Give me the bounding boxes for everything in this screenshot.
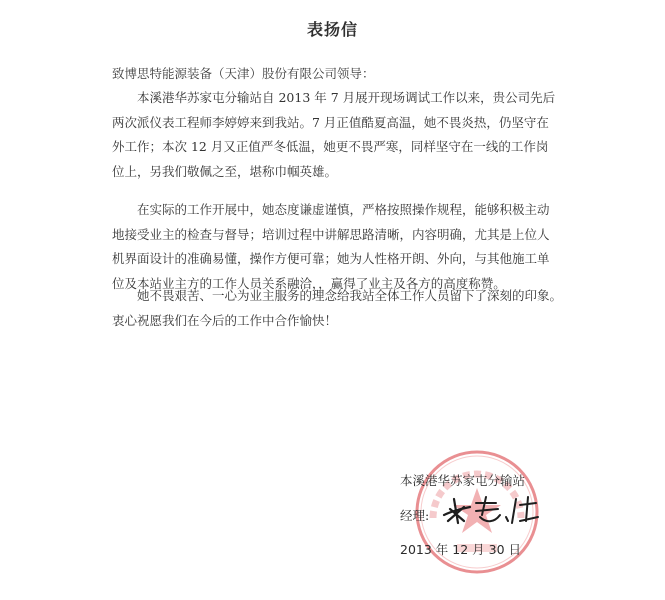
paragraph-2	[112, 198, 562, 296]
paragraph-line: 位上，另我们敬佩之至，堪称巾帼英雄。	[112, 163, 338, 179]
paragraph-line: 衷心祝愿我们在今后的工作中合作愉快！	[112, 312, 338, 328]
paragraph-3	[112, 284, 562, 333]
paragraph-line: 位及本站业主方的工作人员关系融洽，，赢得了业主及各方的高度称赞。	[112, 275, 506, 291]
signing-organization: 本溪港华苏家屯分输站	[400, 473, 526, 488]
paragraph-line: 在实际的工作开展中，她态度谦虚谨慎，严格按照操作规程，能够积极主动	[137, 202, 550, 217]
paragraph-line: 机界面设计的准确易懂，操作方便可靠；她为人性格开朗、外向，与其他施工单	[112, 251, 550, 266]
letter-date: 2013 年 12 月 30 日	[400, 542, 521, 557]
paragraph-line: 两次派仪表工程师李婷婷来到我站。7 月正值酷夏高温，她不畏炎热，仍坚守在	[112, 114, 549, 130]
paragraph-1	[112, 86, 562, 184]
paragraph-line: 她不畏艰苦、一心为业主服务的理念给我站全体工作人员留下了深刻的印象。	[137, 288, 563, 303]
paragraph-line: 地接受业主的检查与督导；培训过程中讲解思路清晰，内容明确，尤其是上位人	[112, 226, 550, 242]
paragraph-line: 本溪港华苏家屯分输站自 2013 年 7 月展开现场调试工作以来，贵公司先后	[137, 90, 556, 105]
handwritten-signature	[440, 493, 540, 527]
salutation: 致博思特能源装备（天津）股份有限公司领导：	[112, 66, 375, 81]
paragraph-line: 外工作；本次 12 月又正值严冬低温，她更不畏严寒，同样坚守在一线的工作岗	[112, 139, 549, 154]
letter-title: 表扬信	[306, 20, 358, 39]
manager-label: 经理:	[400, 508, 430, 523]
